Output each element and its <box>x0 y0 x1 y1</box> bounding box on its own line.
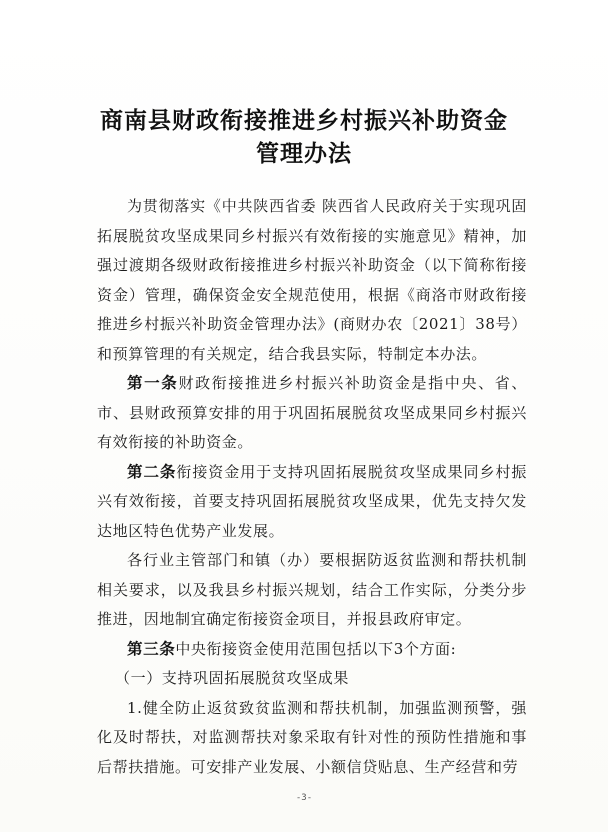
section-1-heading: （一）支持巩固拓展脱贫攻坚成果 <box>115 669 350 687</box>
document-title-line-2: 管理办法 <box>256 140 352 167</box>
article-1-label: 第一条 <box>127 374 179 392</box>
article-3-paragraph <box>97 635 527 665</box>
item-1-paragraph: 1.健全防止返贫致贫监测和帮扶机制，加强监测预警，强化及时帮扶，对监测帮扶对象采取有针对性的预防性措施和事后帮扶措施。可安排产业发展、小额信贷贴息、生产经营和劳 <box>97 698 527 776</box>
document-body <box>97 192 527 782</box>
article-2-label: 第二条 <box>127 462 177 481</box>
article-1-text: 财政衔接推进乡村振兴补助资金是指中央、省、市、县财政预算安排的用于巩固拓展脱贫攻坚成果同乡村振兴有效衔接的补助资金。 <box>97 374 527 451</box>
article-1-paragraph <box>97 369 527 458</box>
document-title-line-1: 商南县财政衔接推进乡村振兴补助资金 <box>100 107 508 134</box>
page-number: -3- <box>295 793 313 803</box>
preamble-paragraph: 为贯彻落实《中共陕西省委 陕西省人民政府关于实现巩固拓展脱贫攻坚成果同乡村振兴有效衔接的实施意见》精神，加强过渡期各级财政衔接推进乡村振兴补助资金（以下简称衔接资金）管理，确保资金安全规范使用，根据《商洛市财政衔接推进乡村振兴补助资金管理办法》(商财办农〔2021〕38号）和预算管理的有关规定，结合我县实际，特制定本办法。 <box>97 197 527 363</box>
article-2-extra-paragraph: 各行业主管部门和镇（办）要根据防返贫监测和帮扶机制相关要求，以及我县乡村振兴规划，结合工作实际，分类分步推进，因地制宜确定衔接资金项目，并报县政府审定。 <box>97 551 527 628</box>
article-3-text: 中央衔接资金使用范围包括以下3个方面: <box>175 639 457 658</box>
article-2-text: 衔接资金用于支持巩固拓展脱贫攻坚成果同乡村振兴有效衔接，首要支持巩固拓展脱贫攻坚成果，优先支持欠发达地区特色优势产业发展。 <box>97 462 528 540</box>
article-3-label: 第三条 <box>127 639 176 658</box>
article-2-paragraph <box>97 458 527 547</box>
